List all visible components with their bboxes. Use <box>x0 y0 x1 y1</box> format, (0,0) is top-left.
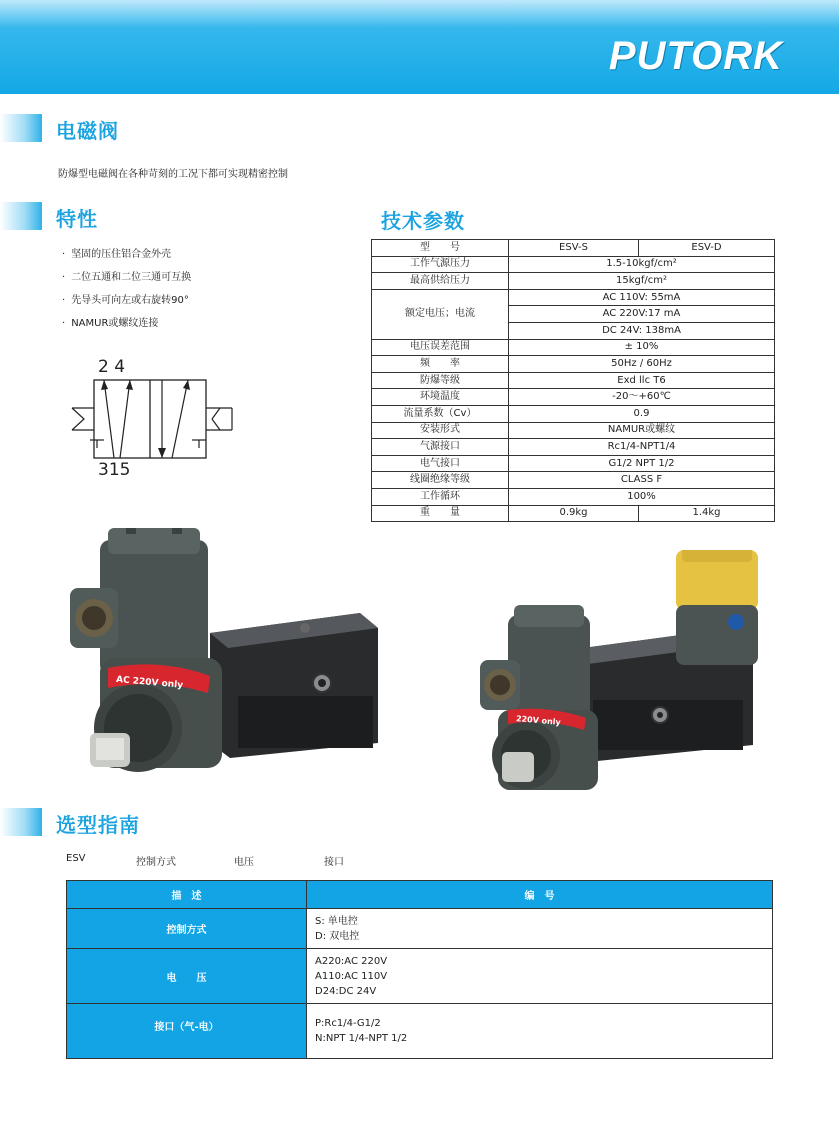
guide-header-desc: 描 述 <box>67 881 307 909</box>
table-row <box>372 256 775 273</box>
feature-item: · 先导头可向左或右旋转90° <box>62 294 191 317</box>
guide-label: 电 压 <box>67 949 307 1004</box>
bottom-port-labels: 315 <box>98 460 131 478</box>
table-row <box>372 472 775 489</box>
table-row <box>67 949 773 1004</box>
guide-value: N:NPT 1/4-NPT 1/2 <box>315 1033 408 1044</box>
brand-logo: PUTORK <box>608 34 783 78</box>
voltage-label-right: 220V only <box>515 714 562 727</box>
guide-value: A220:AC 220V <box>315 955 388 967</box>
spec-value: AC 110V: 55mA <box>509 289 775 306</box>
spec-label: 安装形式 <box>372 422 509 439</box>
spec-label: 电压误差范围 <box>372 339 509 356</box>
spec-label: 气源接口 <box>372 439 509 456</box>
model-code-esv: ESV <box>66 853 86 864</box>
spec-weight-s: 0.9kg <box>509 505 639 522</box>
spec-label: 额定电压；电流 <box>372 289 509 339</box>
spec-label: 最高供给压力 <box>372 273 509 290</box>
table-row <box>372 488 775 505</box>
table-row <box>372 505 775 522</box>
feature-item: · 坚固的压住铝合金外壳 <box>62 248 191 271</box>
section-title-solenoid: 电磁阀 <box>56 119 119 143</box>
valve-illustration-single <box>60 528 390 778</box>
guide-label: 接口（气-电） <box>67 1004 307 1059</box>
guide-value: D: 双电控 <box>315 930 360 942</box>
spec-value: 15kgf/cm² <box>509 273 775 290</box>
table-row <box>372 422 775 439</box>
feature-item: · 二位五通和二位三通可互换 <box>62 271 191 294</box>
spec-value: Exd llc T6 <box>509 372 775 389</box>
guide-value: A110:AC 110V <box>315 970 388 982</box>
spec-value: NAMUR或螺纹 <box>509 422 775 439</box>
voltage-label-left: AC 220V only <box>115 674 184 691</box>
model-code-voltage: 电压 <box>234 857 254 868</box>
feature-item: · NAMUR或螺纹连接 <box>62 317 191 340</box>
section-title-features: 特性 <box>56 207 98 231</box>
table-row <box>372 289 775 306</box>
table-row <box>372 372 775 389</box>
spec-value: 50Hz / 60Hz <box>509 356 775 373</box>
spec-value: CLASS F <box>509 472 775 489</box>
section-bar-guide <box>0 808 42 836</box>
spec-label: 重 量 <box>372 505 509 522</box>
spec-value: AC 220V:17 mA <box>509 306 775 323</box>
valve-symbol-diagram <box>62 358 272 478</box>
header-banner <box>0 0 839 94</box>
spec-label: 工作循环 <box>372 488 509 505</box>
section-bar-solenoid <box>0 114 42 142</box>
table-row <box>372 455 775 472</box>
spec-value: Rc1/4-NPT1/4 <box>509 439 775 456</box>
table-row <box>372 405 775 422</box>
top-port-labels: 2 4 <box>98 358 126 377</box>
spec-model-s: ESV-S <box>509 240 639 257</box>
selection-guide-table <box>66 880 773 1059</box>
spec-label: 线圈绝缘等级 <box>372 472 509 489</box>
guide-values <box>307 949 773 1004</box>
table-row <box>372 339 775 356</box>
product-photo-single <box>60 528 390 778</box>
spec-value: G1/2 NPT 1/2 <box>509 455 775 472</box>
table-header-row <box>67 881 773 909</box>
model-code-control: 控制方式 <box>136 857 176 868</box>
table-row <box>372 273 775 290</box>
spec-label: 流量系数（Cv） <box>372 405 509 422</box>
intro-text: 防爆型电磁阀在各种苛刻的工况下都可实现精密控制 <box>58 169 288 180</box>
guide-values <box>307 1004 773 1059</box>
spec-label: 电气接口 <box>372 455 509 472</box>
spec-label: 频 率 <box>372 356 509 373</box>
valve-illustration-double <box>478 550 778 795</box>
spec-label: 工作气源压力 <box>372 256 509 273</box>
spec-value: 100% <box>509 488 775 505</box>
table-row <box>67 909 773 949</box>
valve-symbol-svg <box>62 358 272 478</box>
guide-value: D24:DC 24V <box>315 985 377 997</box>
guide-values <box>307 909 773 949</box>
spec-label: 防爆等级 <box>372 372 509 389</box>
guide-value: S: 单电控 <box>315 915 358 927</box>
spec-value: 0.9 <box>509 405 775 422</box>
table-row <box>372 439 775 456</box>
section-title-specs: 技术参数 <box>381 209 465 233</box>
table-row <box>372 240 775 257</box>
guide-header-code: 编 号 <box>307 881 773 909</box>
spec-value: ± 10% <box>509 339 775 356</box>
section-bar-features <box>0 202 42 230</box>
model-code-port: 接口 <box>324 857 344 868</box>
guide-value: P:Rc1/4-G1/2 <box>315 1018 381 1029</box>
product-photo-double <box>478 550 778 795</box>
table-row <box>67 1004 773 1059</box>
spec-model-d: ESV-D <box>639 240 775 257</box>
spec-table <box>371 239 775 522</box>
table-row <box>372 356 775 373</box>
feature-list <box>62 248 191 340</box>
section-title-guide: 选型指南 <box>56 813 140 837</box>
spec-label: 型 号 <box>372 240 509 257</box>
spec-value: -20～+60℃ <box>509 389 775 406</box>
guide-label: 控制方式 <box>67 909 307 949</box>
spec-value: DC 24V: 138mA <box>509 322 775 339</box>
spec-value: 1.5-10kgf/cm² <box>509 256 775 273</box>
spec-label: 环境温度 <box>372 389 509 406</box>
table-row <box>372 389 775 406</box>
spec-weight-d: 1.4kg <box>639 505 775 522</box>
